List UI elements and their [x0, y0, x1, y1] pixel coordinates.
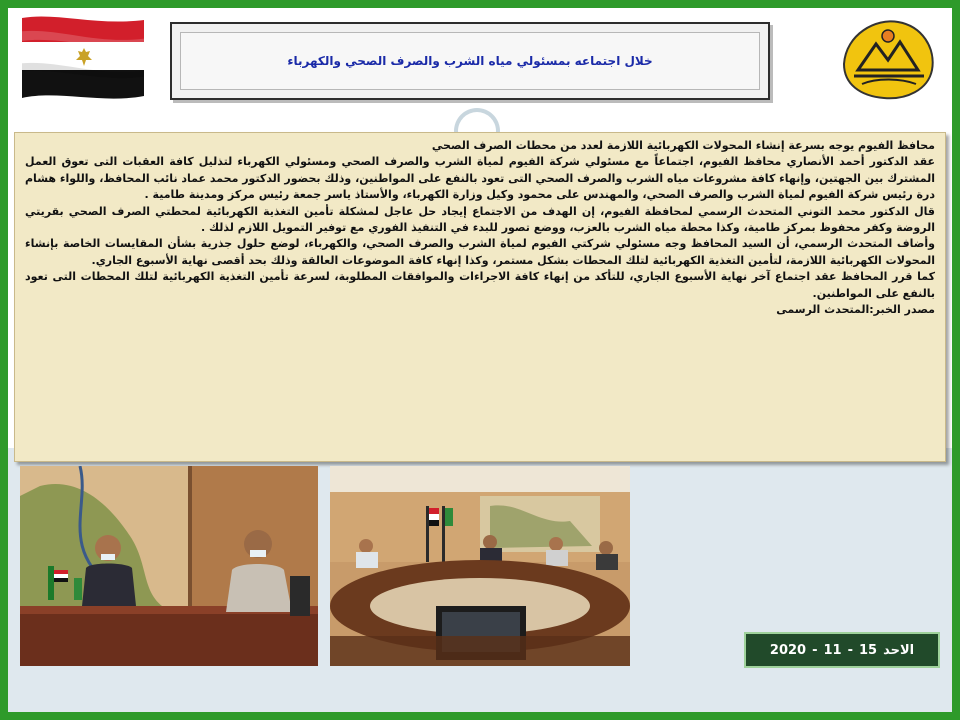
news-page	[8, 8, 952, 712]
date-badge	[744, 632, 940, 668]
article-paragraph: عقد الدكتور أحمد الأنصاري محافظ الفيوم، اجتماعاً مع مسئولي شركة الفيوم لمياة الشرب والصرف الصحي ومسئولي الكهرباء لتذليل كافة العقبات التى تعوق العمل المشترك بين الجهتين، وإنهاء كافة مشروعات مياه الشرب والصرف الصحي التى تعود بالنفع على المواطنين، وذلك بحضور الدكتور محمد عماد نائب المحافظ، واللواء هشام درة رئيس شركة الفيوم لمياة الشرب والصرف الصحي، والمهندس على محمود وكيل وزارة الكهرباء، والأستاذ ياسر جمعة رئيس مركز ومدينة طامية .	[25, 155, 935, 202]
date-day-number: 15	[859, 642, 878, 658]
page-title: خلال اجتماعه بمسئولي مياه الشرب والصرف الصحي والكهرباء	[287, 54, 653, 68]
meeting-photo-governor	[20, 466, 318, 666]
article-source: مصدر الخبر:المتحدث الرسمى	[776, 303, 935, 317]
egypt-flag-icon	[16, 12, 148, 102]
article-paragraph: كما قرر المحافظ عقد اجتماع آخر نهاية الأسبوع الجاري، للتأكد من إنهاء كافة الاجراءات والموافقات المطلوبة، لسرعة تأمين التغذية الكهربائية لتلك المحطات التى تعود بالنفع على المواطنين.	[25, 270, 935, 300]
date-separator: -	[812, 642, 818, 658]
date-year: 2020	[769, 642, 807, 658]
meeting-photo-conference	[330, 466, 630, 666]
fayoum-governorate-logo	[836, 14, 940, 102]
date-month: 11	[823, 642, 842, 658]
article-paragraph: وأضاف المتحدث الرسمي، أن السيد المحافظ وجه مسئولي شركتي الفيوم لمياة الشرب والصرف الصحي، والكهرباء، لوضع حلول جذرية بشأن المقايسات الخاصة بإنشاء المحولات الكهربائية اللازمة، لتأمين التغذية الكهربائية لتلك المحطات بشكل مستمر، وكذا إنهاء كافة الموضوعات العالقة وذلك بحد أقصى نهاية الأسبوع الجاري.	[25, 237, 935, 267]
article-paragraph: قال الدكتور محمد التوني المتحدث الرسمي لمحافظة الفيوم، إن الهدف من الاجتماع إيجاد حل عاجل لمشكلة تأمين التغذية الكهربائية لمحطتي الصرف الصحي بقريتي الروضة وكفر محفوظ بمركز طامية، وكذا محطة مياه الشرب بالعزب، ووضع تصور للبدء في التنفيذ الفوري مع توفير التمويل اللازم لذلك .	[25, 204, 935, 235]
date-separator: -	[847, 642, 853, 658]
article-headline: محافظ الفيوم يوجه بسرعة إنشاء المحولات الكهربائية اللازمة لعدد من محطات الصرف الصحي	[431, 139, 935, 152]
article-box	[14, 132, 946, 462]
title-frame	[170, 22, 770, 100]
title-panel	[180, 32, 760, 90]
date-day: الاحد	[883, 642, 915, 658]
